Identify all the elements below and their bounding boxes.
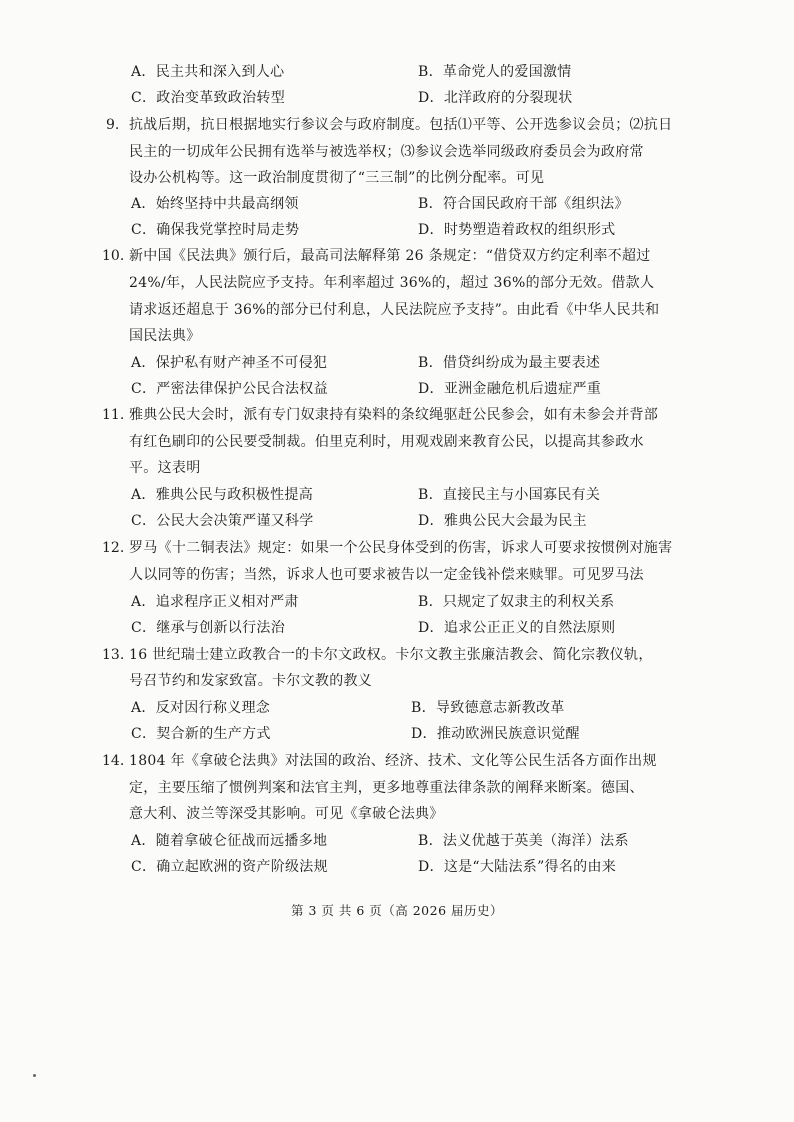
q10-stem-line-3: 请求返还超息于 36%的部分已付利息，人民法院应予支持”。由此看《中华人民共和: [129, 302, 660, 318]
q12-stem-line-1: 罗马《十二铜表法》规定：如果一个公民身体受到的伤害，诉求人可要求按惯例对施害: [129, 540, 673, 556]
scan-speck: [33, 1074, 36, 1077]
q8-option-a: A．民主共和深入到人心: [131, 64, 285, 80]
q10-option-d: D．亚洲金融危机后遗症严重: [418, 381, 602, 397]
q9-option-b: B．符合国民政府干部《组织法》: [418, 196, 629, 212]
q11-option-b: B．直接民主与小国寡民有关: [418, 487, 601, 503]
q12-option-c: C．继承与创新以行法治: [131, 620, 286, 636]
q14-stem-line-1: 1804 年《拿破仑法典》对法国的政治、经济、技术、文化等公民生活各方面作出规: [129, 753, 657, 769]
q12-option-a: A．追求程序正义相对严肃: [131, 594, 299, 610]
q9-number: 9.: [106, 117, 120, 133]
q14-option-d: D．这是“大陆法系”得名的由来: [418, 859, 617, 875]
q14-option-a: A．随着拿破仑征战而远播多地: [131, 833, 328, 849]
q12-number: 12.: [102, 540, 125, 556]
q14-stem-line-2: 定，主要压缩了惯例判案和法官主判，更多地尊重法律条款的阐释来断案。德国、: [129, 780, 644, 796]
q13-stem-line-2: 号召节约和发家致富。卡尔文教的教义: [129, 673, 373, 689]
q10-option-a: A．保护私有财产神圣不可侵犯: [131, 355, 328, 371]
q11-option-c: C．公民大会决策严谨又科学: [131, 513, 314, 529]
q13-option-d: D．推动欧洲民族意识觉醒: [411, 726, 580, 742]
q13-number: 13.: [102, 647, 125, 663]
q11-stem-line-3: 平。这表明: [129, 460, 201, 476]
q9-stem-line-3: 设办公机构等。这一政治制度贯彻了“三三制”的比例分配率。可见: [129, 170, 545, 186]
q8-option-b: B．革命党人的爱国激情: [418, 64, 572, 80]
q11-number: 11.: [102, 407, 125, 423]
q13-option-c: C．契合新的生产方式: [131, 726, 271, 742]
q8-option-d: D．北洋政府的分裂现状: [418, 90, 573, 106]
q13-option-b: B．导致德意志新教改革: [411, 700, 565, 716]
q9-stem-line-1: 抗战后期，抗日根据地实行参议会与政府制度。包括⑴平等、公开选参议会员；⑵抗日: [129, 117, 673, 133]
q14-number: 14.: [102, 753, 125, 769]
q14-option-c: C．确立起欧洲的资产阶级法规: [131, 859, 328, 875]
q10-stem-line-1: 新中国《民法典》颁行后，最高司法解释第 26 条规定：“借贷双方约定利率不超过: [129, 248, 651, 264]
q8-option-c: C．政治变革致政治转型: [131, 90, 286, 106]
q9-option-c: C．确保我党掌控时局走势: [131, 222, 300, 238]
q10-stem-line-4: 国民法典》: [129, 328, 201, 344]
q10-number: 10.: [102, 248, 125, 264]
q9-option-d: D．时势塑造着政权的组织形式: [418, 222, 616, 238]
q10-option-c: C．严密法律保护公民合法权益: [131, 381, 328, 397]
q13-option-a: A．反对因行称义理念: [131, 700, 271, 716]
page-footer: 第 3 页 共 6 页（高 2026 届历史）: [290, 903, 504, 918]
q14-option-b: B．法义优越于英美（海洋）法系: [418, 833, 629, 849]
q11-option-a: A．雅典公民与政积极性提高: [131, 487, 314, 503]
q12-option-b: B．只规定了奴隶主的利权关系: [418, 594, 615, 610]
q12-stem-line-2: 人以同等的伤害；当然，诉求人也可要求被告以一定金钱补偿来赎罪。可见罗马法: [129, 567, 644, 583]
q11-stem-line-2: 有红色刷印的公民要受制裁。伯里克利时，用观戏剧来教育公民，以提高其参政水: [129, 434, 644, 450]
q12-option-d: D．追求公正正义的自然法原则: [418, 620, 616, 636]
q9-stem-line-2: 民主的一切成年公民拥有选举与被选举权；⑶参议会选举同级政府委员会为政府常: [129, 144, 644, 160]
q14-stem-line-3: 意大利、波兰等深受其影响。可见《拿破仑法典》: [129, 806, 444, 822]
q11-stem-line-1: 雅典公民大会时，派有专门奴隶持有染料的条纹绳驱赶公民参会，如有未参会并背部: [129, 407, 659, 423]
q10-stem-line-2: 24%/年，人民法院应予支持。年利率超过 36%的，超过 36%的部分无效。借款人: [129, 275, 655, 291]
q10-option-b: B．借贷纠纷成为最主要表述: [418, 355, 601, 371]
q11-option-d: D．雅典公民大会最为民主: [418, 513, 587, 529]
q9-option-a: A．始终坚持中共最高纲领: [131, 196, 299, 212]
q13-stem-line-1: 16 世纪瑞士建立政教合一的卡尔文政权。卡尔文教主张廉洁教会、简化宗教仪轨，: [129, 647, 653, 663]
